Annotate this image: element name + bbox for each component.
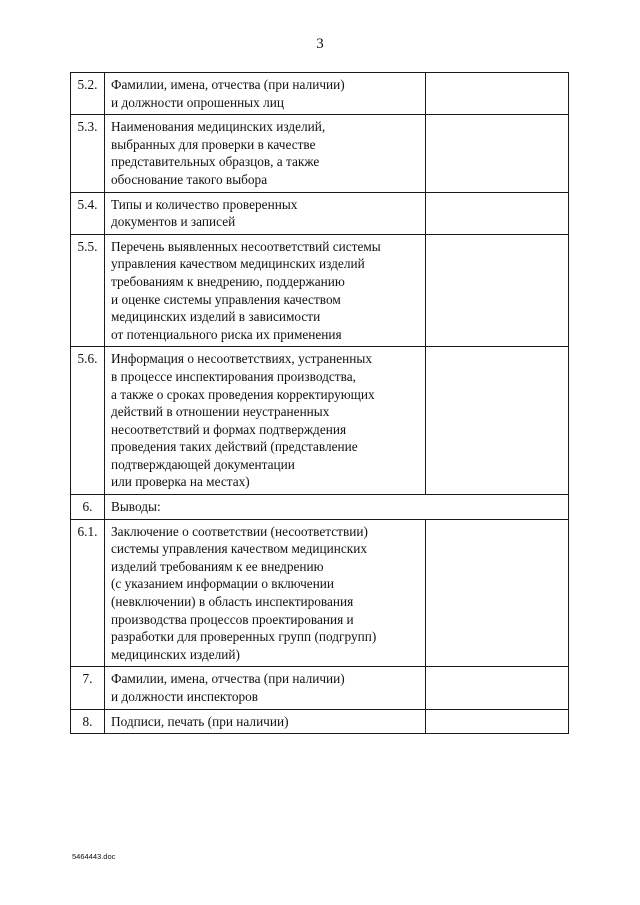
description-line: действий в отношении неустраненных — [111, 404, 330, 420]
table-row — [71, 495, 569, 520]
inspection-report-table — [70, 72, 569, 734]
description-line: изделий требованиям к ее внедрению — [111, 558, 324, 574]
row-number: 5.4. — [71, 192, 105, 234]
table-row — [71, 234, 569, 347]
description-line: системы управления качеством медицинских — [111, 541, 368, 557]
row-description — [105, 347, 426, 495]
table-row — [71, 115, 569, 192]
table-row — [71, 667, 569, 709]
description-line: выбранных для проверки в качестве — [111, 136, 316, 152]
row-number: 5.2. — [71, 73, 105, 115]
document-file-reference: 5464443.doc — [72, 852, 116, 861]
description-line: медицинских изделий в зависимости — [111, 309, 321, 325]
description-line: и должности инспекторов — [111, 689, 259, 704]
table-row — [71, 192, 569, 234]
description-line: Фамилии, имена, отчества (при наличии) — [111, 671, 345, 687]
description-line: Перечень выявленных несоответствий системы — [111, 238, 381, 254]
row-description — [105, 495, 569, 520]
row-description — [105, 234, 426, 347]
description-line: Подписи, печать (при наличии) — [111, 713, 289, 729]
description-line: Выводы: — [111, 499, 161, 515]
description-line: или проверка на местах) — [111, 474, 250, 490]
description-line: Типы и количество проверенных — [111, 196, 298, 212]
description-line: обоснование такого выбора — [111, 171, 268, 187]
row-value-field[interactable] — [426, 347, 569, 495]
description-line: Фамилии, имена, отчества (при наличии) — [111, 77, 345, 92]
description-line: управления качеством медицинских изделий — [111, 256, 365, 272]
description-line: в процессе инспектирования производства, — [111, 368, 356, 384]
row-number: 6.1. — [71, 519, 105, 667]
page-number: 3 — [316, 36, 324, 52]
description-line: производства процессов проектирования и — [111, 611, 354, 627]
row-value-field[interactable] — [426, 667, 569, 709]
table-row — [71, 519, 569, 667]
description-line: документов и записей — [111, 214, 236, 230]
description-line: (невключении) в область инспектирования — [111, 594, 354, 610]
description-line: (с указанием информации о включении — [111, 576, 335, 592]
row-value-field[interactable] — [426, 192, 569, 234]
row-number: 6. — [71, 495, 105, 520]
row-value-field[interactable] — [426, 73, 569, 115]
row-description — [105, 73, 426, 115]
row-description — [105, 709, 426, 734]
description-line: и должности опрошенных лиц — [111, 94, 284, 110]
description-line: несоответствий и формах подтверждения — [111, 421, 347, 437]
table-row — [71, 709, 569, 734]
row-description — [105, 519, 426, 667]
table-body — [71, 73, 569, 734]
description-line: представительных образцов, а также — [111, 154, 320, 170]
description-line: медицинских изделий) — [111, 646, 240, 662]
row-number: 5.3. — [71, 115, 105, 192]
row-value-field[interactable] — [426, 709, 569, 734]
row-number: 8. — [71, 709, 105, 734]
description-line: Наименования медицинских изделий, — [111, 119, 326, 135]
row-value-field[interactable] — [426, 519, 569, 667]
row-value-field[interactable] — [426, 115, 569, 192]
row-description — [105, 192, 426, 234]
description-line: подтверждающей документации — [111, 456, 295, 472]
description-line: Информация о несоответствиях, устраненных — [111, 351, 372, 367]
description-line: Заключение о соответствии (несоответствии) — [111, 523, 368, 539]
row-number: 5.5. — [71, 234, 105, 347]
description-line: от потенциального риска их применения — [111, 326, 342, 342]
description-line: требованиям к внедрению, поддержанию — [111, 273, 345, 289]
row-description — [105, 115, 426, 192]
row-value-field[interactable] — [426, 234, 569, 347]
row-number: 5.6. — [71, 347, 105, 495]
table-row — [71, 347, 569, 495]
row-description — [105, 667, 426, 709]
table-row — [71, 73, 569, 115]
description-line: а также о сроках проведения корректирующих — [111, 386, 375, 402]
description-line: разработки для проверенных групп (подгрупп) — [111, 629, 377, 645]
description-line: проведения таких действий (представление — [111, 439, 358, 455]
description-line: и оценке системы управления качеством — [111, 291, 341, 307]
row-number: 7. — [71, 667, 105, 709]
